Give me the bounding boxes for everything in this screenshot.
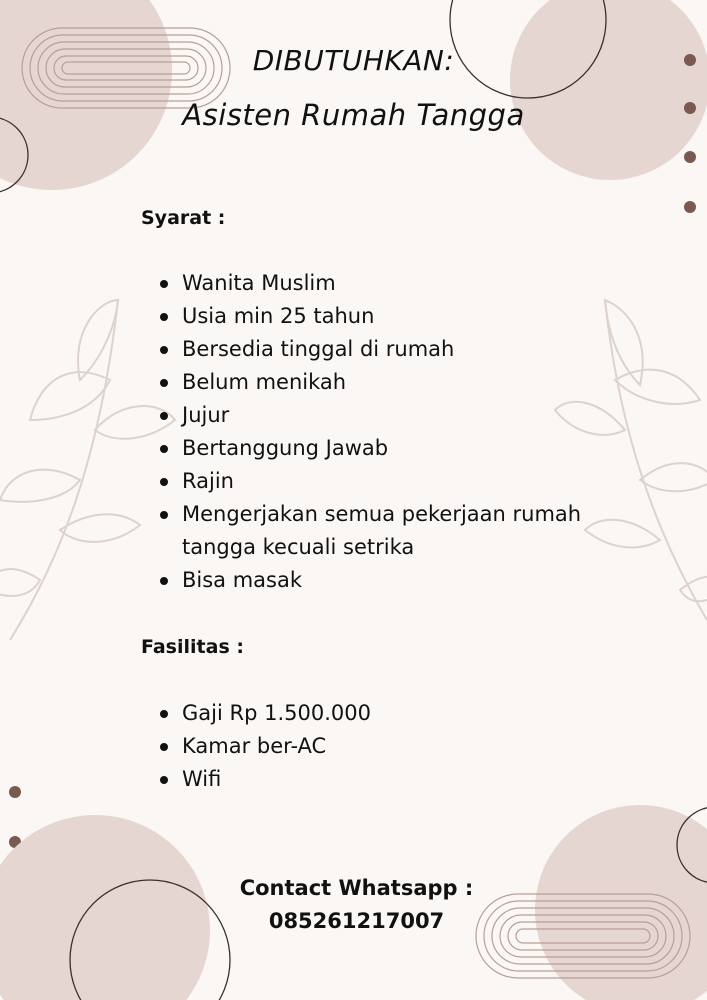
list-item: Bertanggung Jawab bbox=[158, 432, 638, 465]
leaf-branch-left bbox=[0, 300, 175, 640]
syarat-heading: Syarat : bbox=[141, 207, 226, 229]
list-item: Rajin bbox=[158, 465, 638, 498]
fasilitas-list bbox=[158, 697, 638, 796]
list-item: Wanita Muslim bbox=[158, 267, 638, 300]
list-item: Bisa masak bbox=[158, 564, 638, 597]
title-line-2: Asisten Rumah Tangga bbox=[182, 98, 525, 132]
syarat-list bbox=[158, 267, 638, 597]
list-item: Usia min 25 tahun bbox=[158, 300, 638, 333]
list-item: Kamar ber-AC bbox=[158, 730, 638, 763]
list-item: Mengerjakan semua pekerjaan rumah tangga kecuali setrika bbox=[158, 498, 638, 564]
contact-phone-number: 085261217007 bbox=[268, 909, 445, 933]
list-item: Wifi bbox=[158, 763, 638, 796]
list-item: Bersedia tinggal di rumah bbox=[158, 333, 638, 366]
list-item: Belum menikah bbox=[158, 366, 638, 399]
fasilitas-heading: Fasilitas : bbox=[141, 636, 244, 658]
list-item: Gaji Rp 1.500.000 bbox=[158, 697, 638, 730]
contact-label: Contact Whatsapp : bbox=[239, 876, 474, 900]
title-line-1: DIBUTUHKAN: bbox=[252, 44, 455, 77]
list-item: Jujur bbox=[158, 399, 638, 432]
top-right-blob bbox=[510, 0, 707, 180]
